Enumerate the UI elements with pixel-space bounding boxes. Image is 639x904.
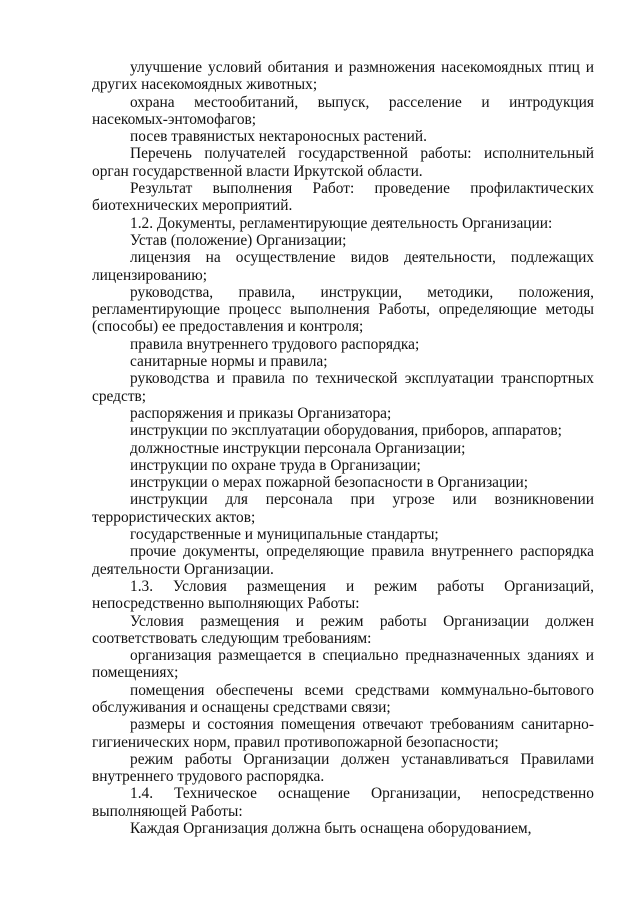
paragraph: посев травянистых нектароносных растений. [130,128,427,146]
paragraph: организация размещается в специально предназначенных зданиях и помещениях; [92,647,594,682]
paragraph: правила внутреннего трудового распорядка; [130,335,420,353]
paragraph: помещения обеспечены всеми средствами коммунально-бытового обслуживания и оснащены средствами связи; [92,681,594,716]
paragraph: Результат выполнения Работ: проведение профилактических биотехнических мероприятий. [92,180,594,215]
paragraph: государственные и муниципальные стандарты; [130,526,439,544]
paragraph: лицензия на осуществление видов деятельности, подлежащих лицензированию; [92,249,594,284]
section-heading: 1.3. Условия размещения и режим работы Организаций, непосредственно выполняющих Работы: [92,577,594,613]
paragraph: улучшение условий обитания и размножения насекомоядных птиц и других насекомоядных животных; [92,59,594,94]
section-heading: 1.4. Техническое оснащение Организации, непосредственно выполняющей Работы: [92,785,594,820]
paragraph: охрана местообитаний, выпуск, расселение и интродукция насекомых-энтомофагов; [92,93,594,128]
paragraph: инструкции о мерах пожарной безопасности в Организации; [130,474,528,492]
paragraph: руководства, правила, инструкции, методики, положения, регламентирующие процесс выполнения Работы, определяющие методы (способы) ее предоставления и контроля; [92,283,594,336]
paragraph: размеры и состояния помещения отвечают требованиям санитарно-гигиенических норм, правил противопожарной безопасности; [92,716,594,751]
paragraph: инструкции по эксплуатации оборудования, приборов, аппаратов; [130,422,562,440]
paragraph: режим работы Организации должен устанавливаться Правилами внутреннего трудового распорядка. [92,750,594,786]
paragraph: инструкции для персонала при угрозе или возникновении террористических актов; [92,491,594,526]
paragraph: распоряжения и приказы Организатора; [130,404,392,422]
paragraph: Устав (положение) Организации; [130,231,347,249]
paragraph: санитарные нормы и правила; [130,353,328,371]
section-heading: 1.2. Документы, регламентирующие деятельность Организации: [130,214,553,232]
paragraph: должностные инструкции персонала Организации; [130,439,466,457]
paragraph: Условия размещения и режим работы Организации должен соответствовать следующим требованиям: [92,612,594,647]
paragraph: прочие документы, определяющие правила внутреннего распорядка деятельности Организации. [92,543,594,578]
document-body [92,59,594,837]
paragraph: Перечень получателей государственной работы: исполнительный орган государственной власти Иркутской области. [92,145,594,180]
paragraph: инструкции по охране труда в Организации; [130,456,421,474]
paragraph: руководства и правила по технической эксплуатации транспортных средств; [92,370,594,405]
paragraph: Каждая Организация должна быть оснащена оборудованием, [130,820,532,838]
